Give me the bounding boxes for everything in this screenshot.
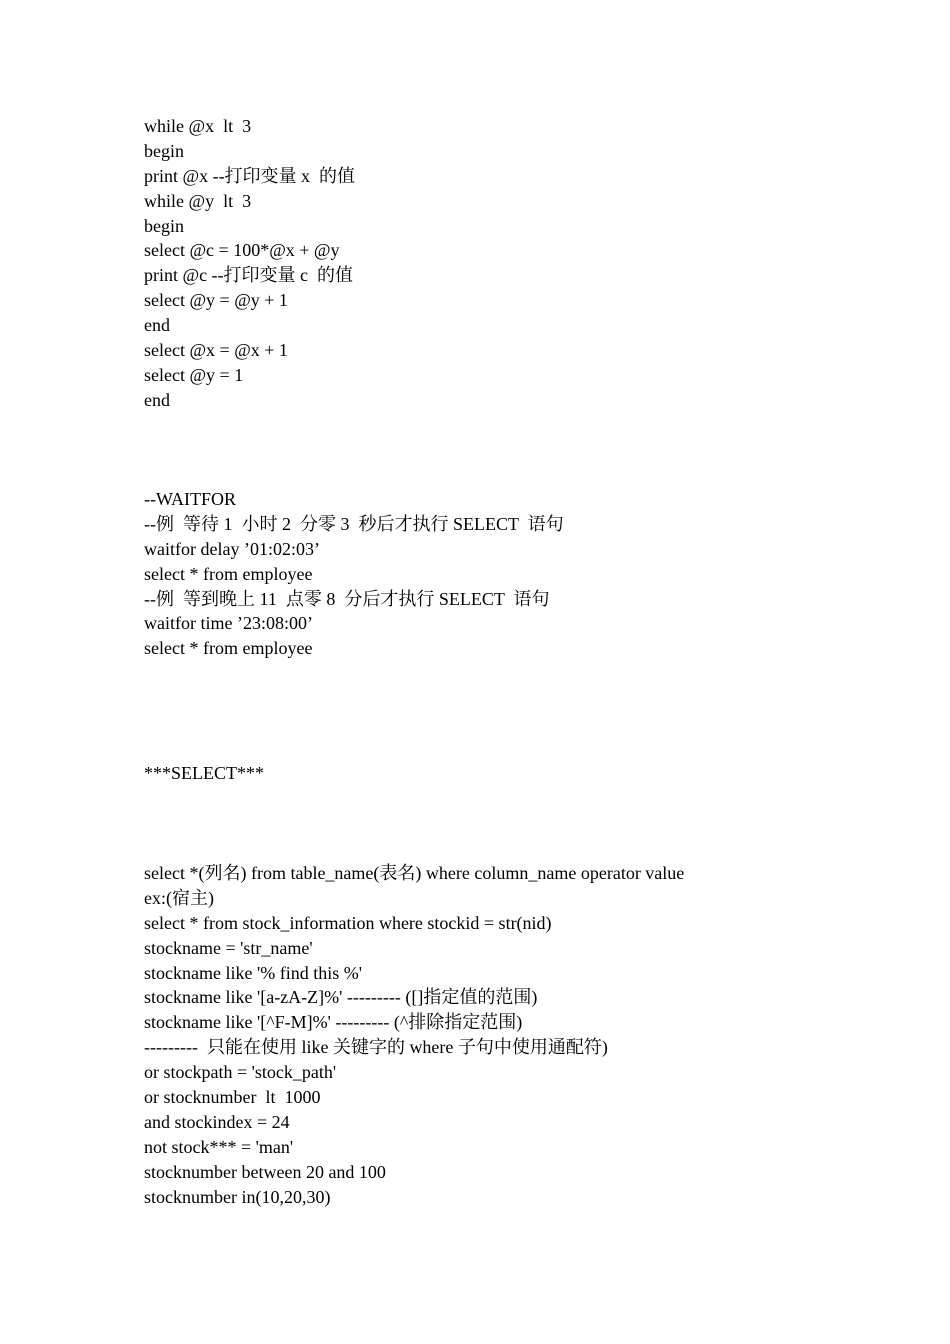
code-line: stockname like '% find this %': [144, 962, 362, 983]
code-line: waitfor delay ’01:02:03’: [144, 538, 320, 559]
code-line: stockname = 'str_name': [144, 937, 313, 958]
code-line: or stocknumber lt 1000: [144, 1087, 321, 1108]
code-line: select @y = @y + 1: [144, 290, 288, 311]
code-line: or stockpath = 'stock_path': [144, 1062, 337, 1083]
code-comment: --例 等待 1 小时 2 分零 3 秒后才执行 SELECT 语句: [144, 513, 564, 534]
code-line: print @x --打印变量 x 的值: [144, 165, 356, 186]
code-line: while @y lt 3: [144, 190, 252, 211]
waitfor-code-block: [144, 487, 564, 661]
code-comment: --------- 只能在使用 like 关键字的 where 子句中使用通配符): [144, 1037, 608, 1058]
code-line: select * from employee: [144, 563, 313, 584]
code-line: and stockindex = 24: [144, 1111, 290, 1132]
code-line: waitfor time ’23:08:00’: [144, 613, 313, 634]
code-line: select @x = @x + 1: [144, 340, 288, 361]
code-line: select * from stock_information where stockid = str(nid): [144, 912, 552, 933]
code-line: end: [144, 315, 170, 336]
code-line: begin: [144, 140, 184, 161]
code-line: ex:(宿主): [144, 887, 214, 908]
select-section-heading: [144, 761, 264, 786]
code-line: stockname like '[^F-M]%' --------- (^排除指定范围): [144, 1012, 523, 1033]
code-line: stocknumber between 20 and 100: [144, 1161, 386, 1182]
section-comment: --WAITFOR: [144, 489, 236, 509]
code-line: while @x lt 3: [144, 116, 252, 136]
code-line: begin: [144, 215, 184, 236]
code-line: select @y = 1: [144, 364, 244, 385]
code-line: select *(列名) from table_name(表名) where column_name operator value: [144, 863, 685, 883]
code-line: print @c --打印变量 c 的值: [144, 265, 354, 286]
section-heading: ***SELECT***: [144, 763, 264, 783]
code-comment: --例 等到晚上 11 点零 8 分后才执行 SELECT 语句: [144, 588, 550, 609]
code-line: end: [144, 389, 170, 410]
code-line: stocknumber in(10,20,30): [144, 1186, 331, 1207]
while-loop-code-block: [144, 114, 355, 413]
select-code-block: [144, 861, 684, 1209]
code-line: select @c = 100*@x + @y: [144, 240, 340, 261]
code-line: stockname like '[a-zA-Z]%' --------- ([]指定值的范围): [144, 987, 538, 1008]
code-line: not stock*** = 'man': [144, 1136, 294, 1157]
code-line: select * from employee: [144, 638, 313, 659]
